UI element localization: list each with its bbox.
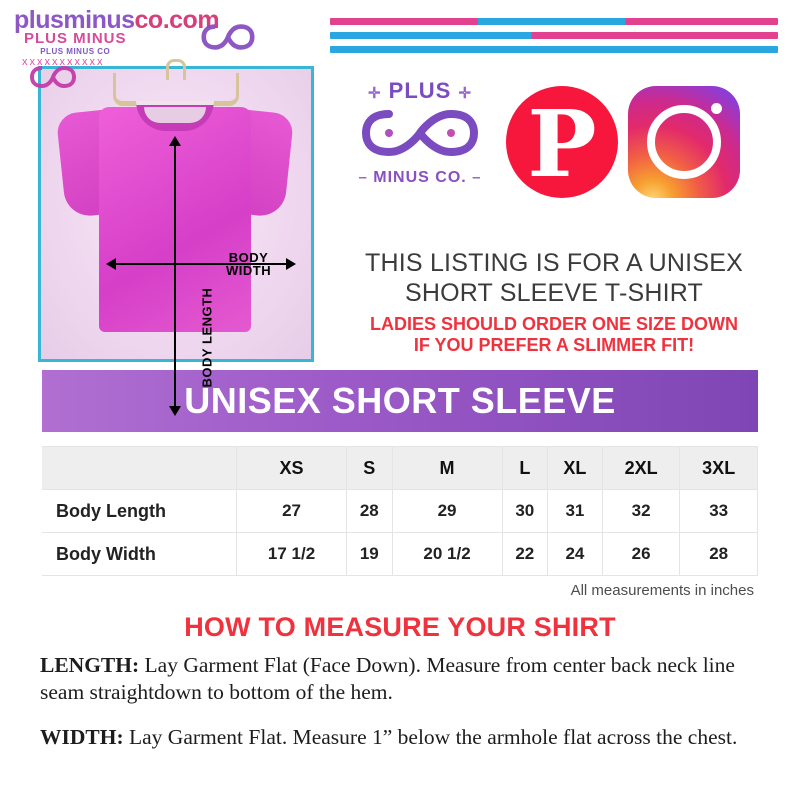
table-header-row xyxy=(42,447,758,490)
measurements-note: All measurements in inches xyxy=(570,582,754,599)
brand-logo-minus-co: MINUS CO. xyxy=(373,169,467,186)
table-row xyxy=(42,490,758,533)
shirt-collar-inner xyxy=(144,107,206,123)
table-cell: 19 xyxy=(347,533,392,576)
size-chart-header xyxy=(42,447,758,490)
hanger-hook xyxy=(166,59,186,80)
dash-right: – xyxy=(472,169,482,186)
how-to-measure-length xyxy=(40,652,766,706)
table-cell: 32 xyxy=(602,490,680,533)
size-chart-banner xyxy=(42,370,758,432)
size-chart-body xyxy=(42,490,758,576)
pinterest-icon[interactable] xyxy=(506,86,618,198)
table-cell: 27 xyxy=(237,490,347,533)
table-row-label: Body Width xyxy=(42,533,237,576)
instagram-dot xyxy=(711,103,722,114)
table-cell: 22 xyxy=(502,533,547,576)
brand-logo xyxy=(340,78,500,187)
watermark-part-plus: plus xyxy=(14,6,64,34)
body-width-label-line2: WIDTH xyxy=(226,263,272,278)
table-cell: 20 1/2 xyxy=(392,533,502,576)
dash-left: – xyxy=(358,169,368,186)
body-length-label xyxy=(200,288,213,388)
body-length-arrow xyxy=(174,145,176,407)
table-corner-cell xyxy=(42,447,237,490)
decorative-bars xyxy=(330,18,778,60)
table-header-size: XS xyxy=(237,447,347,490)
listing-line-3: LADIES SHOULD ORDER ONE SIZE DOWN xyxy=(369,314,738,334)
table-cell: 33 xyxy=(680,490,758,533)
table-header-size: L xyxy=(502,447,547,490)
instagram-lens xyxy=(647,105,721,179)
width-label: WIDTH: xyxy=(40,725,124,749)
logo-row xyxy=(330,64,730,224)
listing-line-1: THIS LISTING IS FOR A UNISEX xyxy=(365,249,743,277)
body-length-label-line1: BODY xyxy=(199,348,215,388)
size-chart-banner-title: UNISEX SHORT SLEEVE xyxy=(184,380,616,421)
table-row-label: Body Length xyxy=(42,490,237,533)
brand-infinity-icon xyxy=(340,104,500,167)
how-to-measure-body xyxy=(40,652,766,769)
how-to-measure-title: HOW TO MEASURE YOUR SHIRT xyxy=(184,612,616,642)
watermark-part-co: co.com xyxy=(134,6,220,34)
width-text: Lay Garment Flat. Measure 1” below the armhole flat across the chest. xyxy=(123,725,738,749)
table-row xyxy=(42,533,758,576)
instagram-icon[interactable] xyxy=(628,86,740,198)
table-cell: 29 xyxy=(392,490,502,533)
listing-line-2: SHORT SLEEVE T-SHIRT xyxy=(404,279,704,307)
decorative-bar xyxy=(330,46,778,53)
table-cell: 17 1/2 xyxy=(237,533,347,576)
table-header-size: 2XL xyxy=(602,447,680,490)
brand-logo-top xyxy=(340,78,500,104)
decorative-bar xyxy=(330,18,778,25)
brand-logo-bottom xyxy=(340,169,500,187)
table-cell: 30 xyxy=(502,490,547,533)
table-cell: 26 xyxy=(602,533,680,576)
watermark-badge-subtitle: PLUS MINUS CO xyxy=(40,47,111,56)
table-header-size: M xyxy=(392,447,502,490)
body-width-label-line1: BODY xyxy=(228,250,269,265)
watermark-badge-title: PLUS MINUS xyxy=(24,30,127,47)
table-header-size: XL xyxy=(548,447,603,490)
table-header-size: S xyxy=(347,447,392,490)
table-cell: 24 xyxy=(548,533,603,576)
brand-logo-plus: PLUS xyxy=(388,78,452,103)
watermark-x-row: xxxxxxxxxxx xyxy=(22,56,105,68)
shirt-measurement-image xyxy=(38,66,314,388)
table-header-size: 3XL xyxy=(680,447,758,490)
table-cell: 28 xyxy=(347,490,392,533)
length-label: LENGTH: xyxy=(40,653,140,677)
header-section xyxy=(0,0,800,388)
cross-icon: ✛ xyxy=(367,85,382,102)
body-width-label xyxy=(226,251,271,277)
table-cell: 28 xyxy=(680,533,758,576)
listing-line-4: IF YOU PREFER A SLIMMER FIT! xyxy=(413,335,695,355)
pinterest-glyph: P xyxy=(527,90,597,198)
size-chart-table xyxy=(42,446,758,576)
cross-icon: ✛ xyxy=(458,85,473,102)
watermark-part-minus: minus xyxy=(63,6,135,34)
listing-description xyxy=(330,248,778,356)
table-cell: 31 xyxy=(548,490,603,533)
body-length-label-line2: LENGTH xyxy=(199,287,215,344)
length-text: Lay Garment Flat (Face Down). Measure from center back neck line seam straightdown to bottom of the hem. xyxy=(40,653,735,704)
decorative-bar xyxy=(330,32,778,39)
how-to-measure-width xyxy=(40,724,766,751)
